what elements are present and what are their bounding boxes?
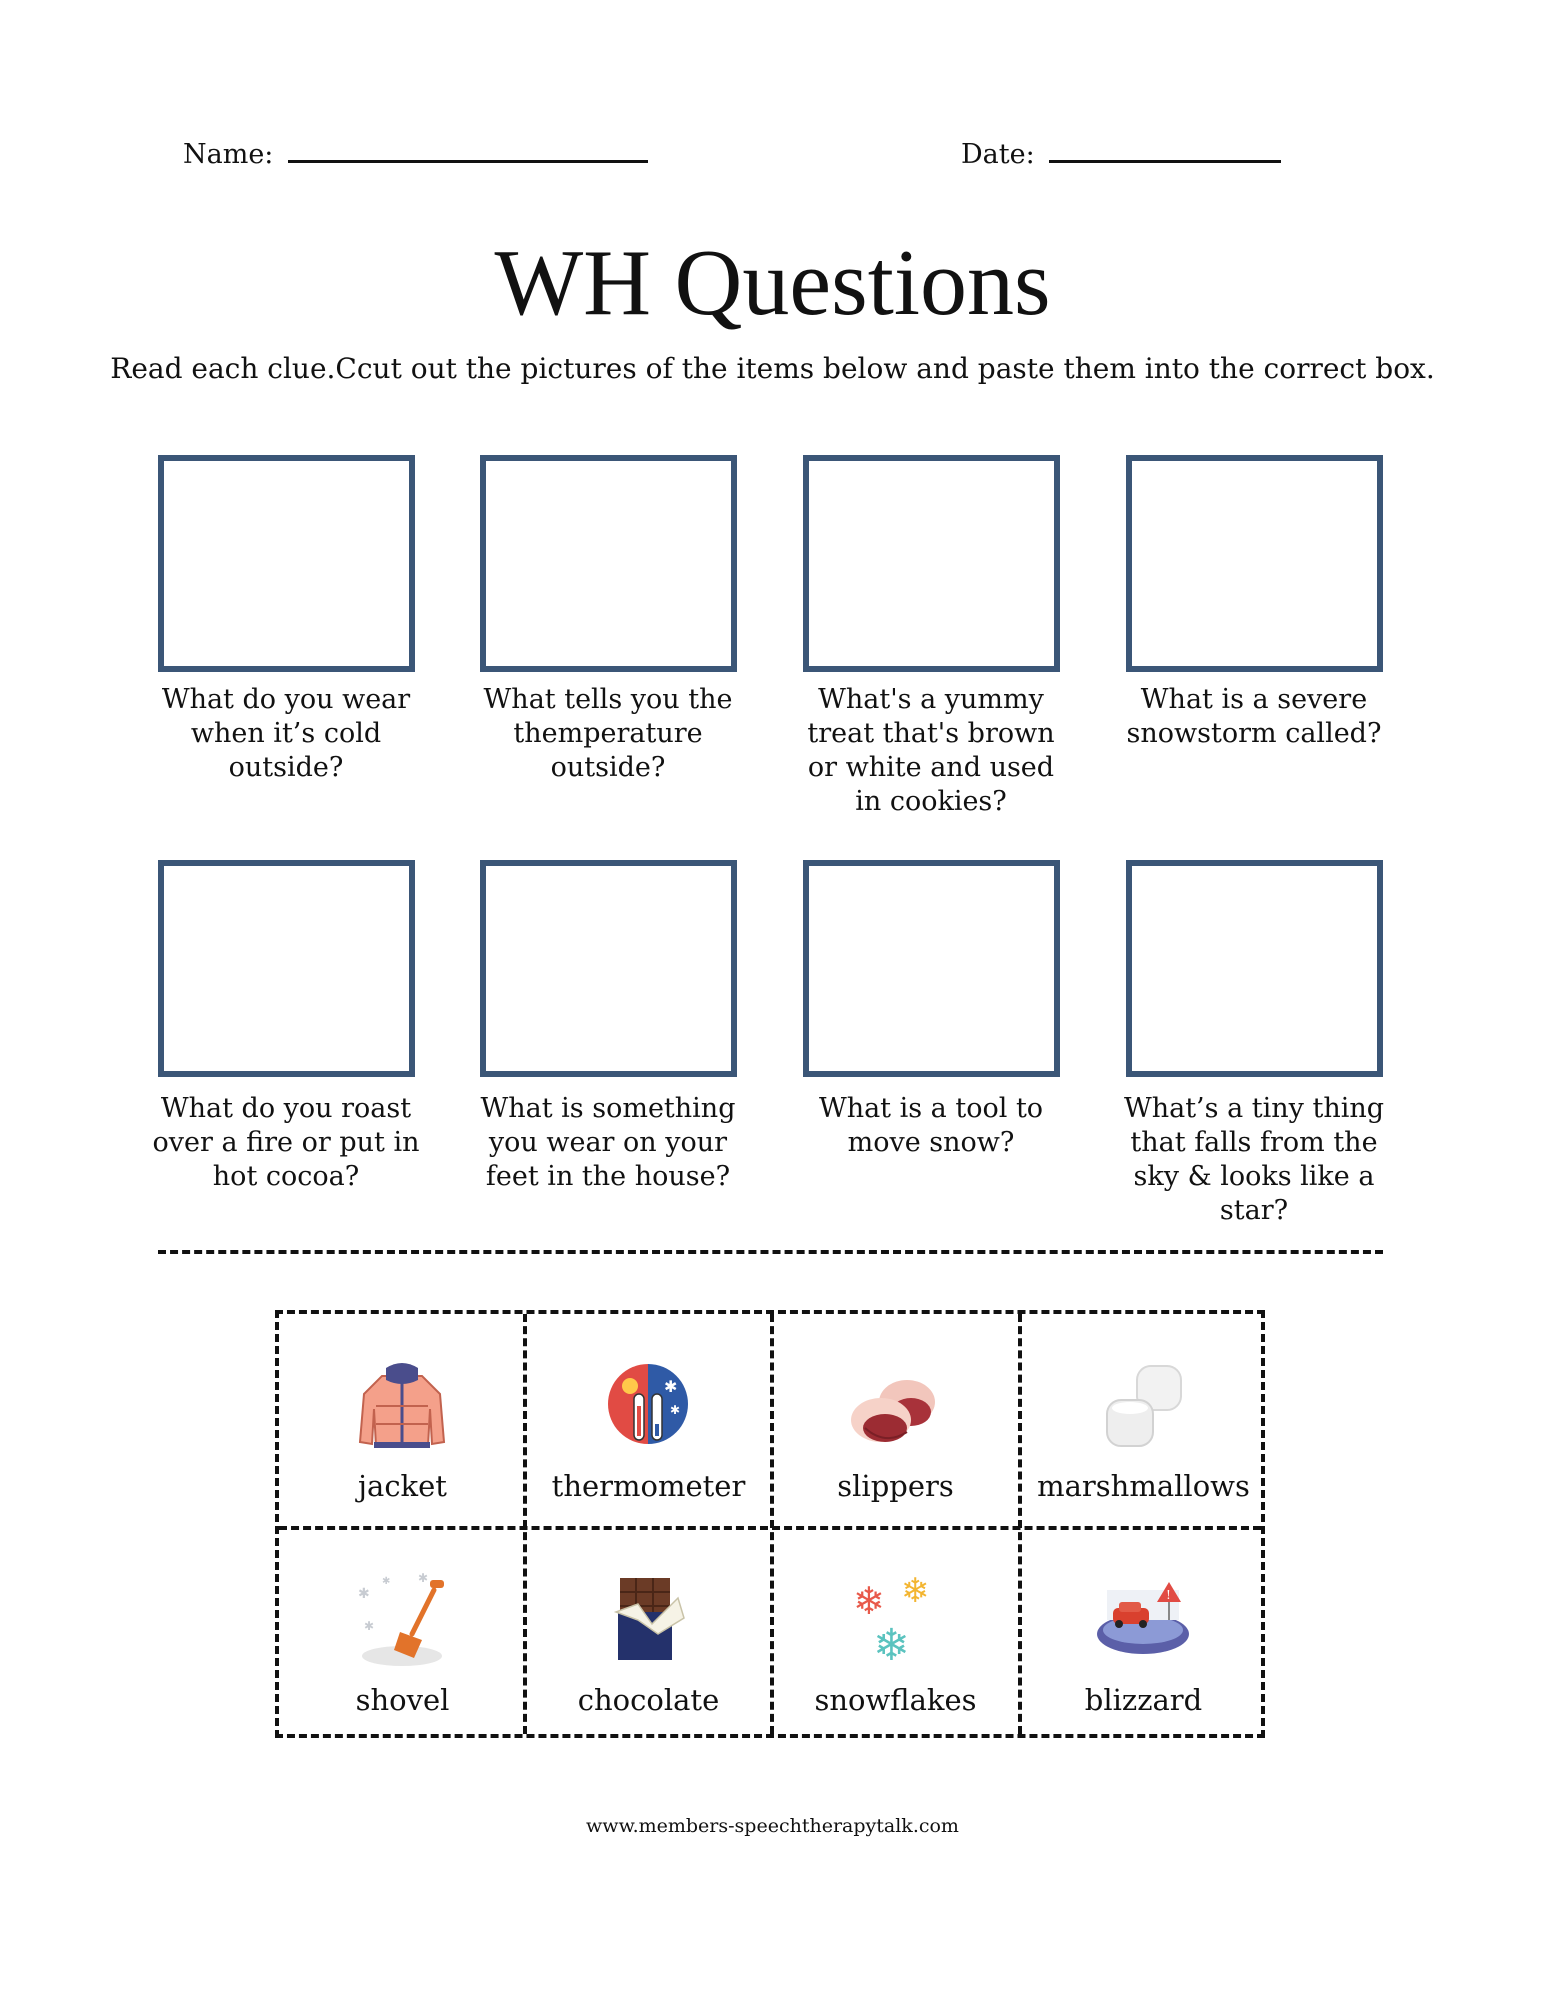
cutout-slippers[interactable] [772,1314,1019,1524]
question-3: What's a yummy treat that's brown or white and used in cookies? [807,684,1055,817]
answer-box-6[interactable] [480,860,737,1077]
svg-text:✱: ✱ [664,1377,678,1396]
instructions: Read each clue.Ccut out the pictures of the items below and paste them into the correct box. [110,352,1435,385]
answer-box-2[interactable] [480,455,737,672]
answer-box-5[interactable] [158,860,415,1077]
cutout-jacket[interactable] [279,1314,526,1524]
cutout-thermometer[interactable] [525,1314,772,1524]
svg-text:❄: ❄ [853,1579,885,1623]
question-8: What’s a tiny thing that falls from the sky & looks like a star? [1123,1093,1385,1226]
marshmallows-icon [1093,1354,1193,1454]
page-title: WH Questions [494,231,1051,335]
question-2: What tells you the themperature outside? [483,684,733,783]
date-blank-line[interactable] [1049,138,1281,163]
item-label: marshmallows [1037,1469,1250,1503]
svg-text:!: ! [1166,1588,1171,1602]
answer-box-4[interactable] [1126,455,1383,672]
cutout-chocolate[interactable] [525,1528,772,1738]
svg-text:❄: ❄ [901,1571,930,1611]
question-4: What is a severe snowstorm called? [1126,684,1382,749]
svg-text:✱: ✱ [670,1403,681,1417]
name-label: Name: [183,139,274,170]
chocolate-icon [598,1568,698,1668]
cutout-blizzard[interactable] [1020,1528,1267,1738]
item-label: jacket [358,1469,447,1503]
name-blank-line[interactable] [288,138,648,163]
svg-text:✱: ✱ [418,1571,429,1585]
blizzard-icon [1093,1568,1193,1668]
question-7: What is a tool to move snow? [818,1093,1044,1158]
thermometer-icon [598,1354,698,1454]
item-label: snowflakes [814,1683,977,1717]
cutout-shovel[interactable] [279,1528,526,1738]
item-label: slippers [837,1469,954,1503]
answer-box-3[interactable] [803,455,1060,672]
slippers-icon [845,1354,945,1454]
date-label: Date: [961,139,1035,170]
cutout-snowflakes[interactable] [772,1528,1019,1738]
item-label: chocolate [577,1683,720,1717]
svg-text:✱: ✱ [382,1576,391,1587]
question-6: What is something you wear on your feet in the house? [480,1093,736,1192]
date-field[interactable] [961,138,1281,170]
svg-text:✱: ✱ [364,1619,375,1633]
cutout-marshmallows[interactable] [1020,1314,1267,1524]
svg-text:✱: ✱ [358,1586,370,1602]
name-field[interactable] [183,138,648,170]
question-5: What do you roast over a fire or put in hot cocoa? [152,1093,420,1192]
shovel-icon [352,1568,452,1668]
answer-box-7[interactable] [803,860,1060,1077]
jacket-icon [352,1354,452,1454]
footer-url: www.members-speechtherapytalk.com [586,1815,959,1837]
item-label: thermometer [551,1469,746,1503]
answer-box-1[interactable] [158,455,415,672]
answer-box-8[interactable] [1126,860,1383,1077]
cutout-grid [275,1310,1265,1738]
snowflakes-icon [845,1568,945,1668]
item-label: shovel [355,1683,450,1717]
cut-line-divider [158,1250,1383,1254]
item-label: blizzard [1084,1683,1203,1717]
question-1: What do you wear when it’s cold outside? [161,684,411,783]
svg-text:❄: ❄ [873,1620,910,1668]
